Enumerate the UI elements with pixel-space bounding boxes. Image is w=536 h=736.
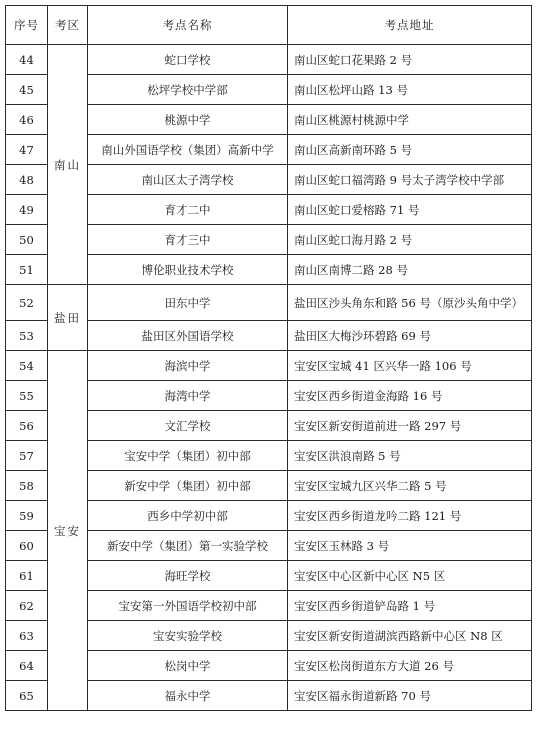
venue-name-cell: 松岗中学	[88, 651, 288, 681]
venue-address-cell: 南山区南博二路 28 号	[288, 255, 532, 285]
venue-address-cell: 宝安区松岗街道东方大道 26 号	[288, 651, 532, 681]
venue-name-cell: 海旺学校	[88, 561, 288, 591]
seq-cell: 61	[6, 561, 48, 591]
venue-address-cell: 宝安区宝城九区兴华二路 5 号	[288, 471, 532, 501]
venue-address-cell: 南山区蛇口爱榕路 71 号	[288, 195, 532, 225]
venue-address-cell: 南山区松坪山路 13 号	[288, 75, 532, 105]
venue-name-cell: 蛇口学校	[88, 45, 288, 75]
district-cell-nanshan: 南山	[48, 45, 88, 285]
venue-name-cell: 文汇学校	[88, 411, 288, 441]
venue-name-cell: 育才三中	[88, 225, 288, 255]
seq-cell: 50	[6, 225, 48, 255]
seq-cell: 62	[6, 591, 48, 621]
venue-address-cell: 南山区蛇口花果路 2 号	[288, 45, 532, 75]
seq-cell: 64	[6, 651, 48, 681]
venue-address-cell: 宝安区新安街道湖滨西路新中心区 N8 区	[288, 621, 532, 651]
seq-cell: 60	[6, 531, 48, 561]
seq-cell: 45	[6, 75, 48, 105]
venue-address-cell: 宝安区福永街道新路 70 号	[288, 681, 532, 711]
seq-cell: 51	[6, 255, 48, 285]
venue-name-cell: 宝安实验学校	[88, 621, 288, 651]
venue-address-cell: 宝安区西乡街道铲岛路 1 号	[288, 591, 532, 621]
exam-venue-table	[5, 5, 532, 711]
venue-name-cell: 田东中学	[88, 285, 288, 321]
table-row	[6, 285, 532, 321]
seq-cell: 56	[6, 411, 48, 441]
venue-name-cell: 福永中学	[88, 681, 288, 711]
seq-cell: 47	[6, 135, 48, 165]
header-seq: 序号	[6, 6, 48, 45]
venue-name-cell: 松坪学校中学部	[88, 75, 288, 105]
venue-name-cell: 盐田区外国语学校	[88, 321, 288, 351]
venue-address-cell: 南山区桃源村桃源中学	[288, 105, 532, 135]
seq-cell: 63	[6, 621, 48, 651]
venue-name-cell: 博伦职业技术学校	[88, 255, 288, 285]
district-cell-yantian: 盐田	[48, 285, 88, 351]
venue-address-cell: 宝安区玉林路 3 号	[288, 531, 532, 561]
venue-name-cell: 宝安中学（集团）初中部	[88, 441, 288, 471]
seq-cell: 59	[6, 501, 48, 531]
venue-address-cell: 宝安区宝城 41 区兴华一路 106 号	[288, 351, 532, 381]
venue-name-cell: 海滨中学	[88, 351, 288, 381]
venue-address-cell: 宝安区西乡街道金海路 16 号	[288, 381, 532, 411]
venue-address-cell: 宝安区新安街道前进一路 297 号	[288, 411, 532, 441]
seq-cell: 48	[6, 165, 48, 195]
venue-address-cell: 盐田区沙头角东和路 56 号（原沙头角中学）	[288, 285, 532, 321]
table-body	[6, 45, 532, 711]
venue-address-cell: 宝安区洪浪南路 5 号	[288, 441, 532, 471]
header-name: 考点名称	[88, 6, 288, 45]
table-header	[6, 6, 532, 45]
header-district: 考区	[48, 6, 88, 45]
seq-cell: 46	[6, 105, 48, 135]
header-address: 考点地址	[288, 6, 532, 45]
venue-address-cell: 宝安区中心区新中心区 N5 区	[288, 561, 532, 591]
venue-name-cell: 宝安第一外国语学校初中部	[88, 591, 288, 621]
venue-address-cell: 宝安区西乡街道龙吟二路 121 号	[288, 501, 532, 531]
seq-cell: 53	[6, 321, 48, 351]
seq-cell: 57	[6, 441, 48, 471]
venue-name-cell: 海湾中学	[88, 381, 288, 411]
venue-name-cell: 西乡中学初中部	[88, 501, 288, 531]
seq-cell: 65	[6, 681, 48, 711]
venue-address-cell: 南山区蛇口福湾路 9 号太子湾学校中学部	[288, 165, 532, 195]
venue-name-cell: 南山外国语学校（集团）高新中学	[88, 135, 288, 165]
table-row	[6, 45, 532, 75]
venue-name-cell: 桃源中学	[88, 105, 288, 135]
seq-cell: 55	[6, 381, 48, 411]
venue-address-cell: 南山区高新南环路 5 号	[288, 135, 532, 165]
seq-cell: 49	[6, 195, 48, 225]
seq-cell: 52	[6, 285, 48, 321]
seq-cell: 58	[6, 471, 48, 501]
district-cell-baoan: 宝安	[48, 351, 88, 711]
venue-address-cell: 盐田区大梅沙环碧路 69 号	[288, 321, 532, 351]
venue-name-cell: 南山区太子湾学校	[88, 165, 288, 195]
venue-name-cell: 新安中学（集团）初中部	[88, 471, 288, 501]
venue-address-cell: 南山区蛇口海月路 2 号	[288, 225, 532, 255]
venue-name-cell: 育才二中	[88, 195, 288, 225]
table-row	[6, 351, 532, 381]
venue-name-cell: 新安中学（集团）第一实验学校	[88, 531, 288, 561]
header-row	[6, 6, 532, 45]
seq-cell: 44	[6, 45, 48, 75]
seq-cell: 54	[6, 351, 48, 381]
